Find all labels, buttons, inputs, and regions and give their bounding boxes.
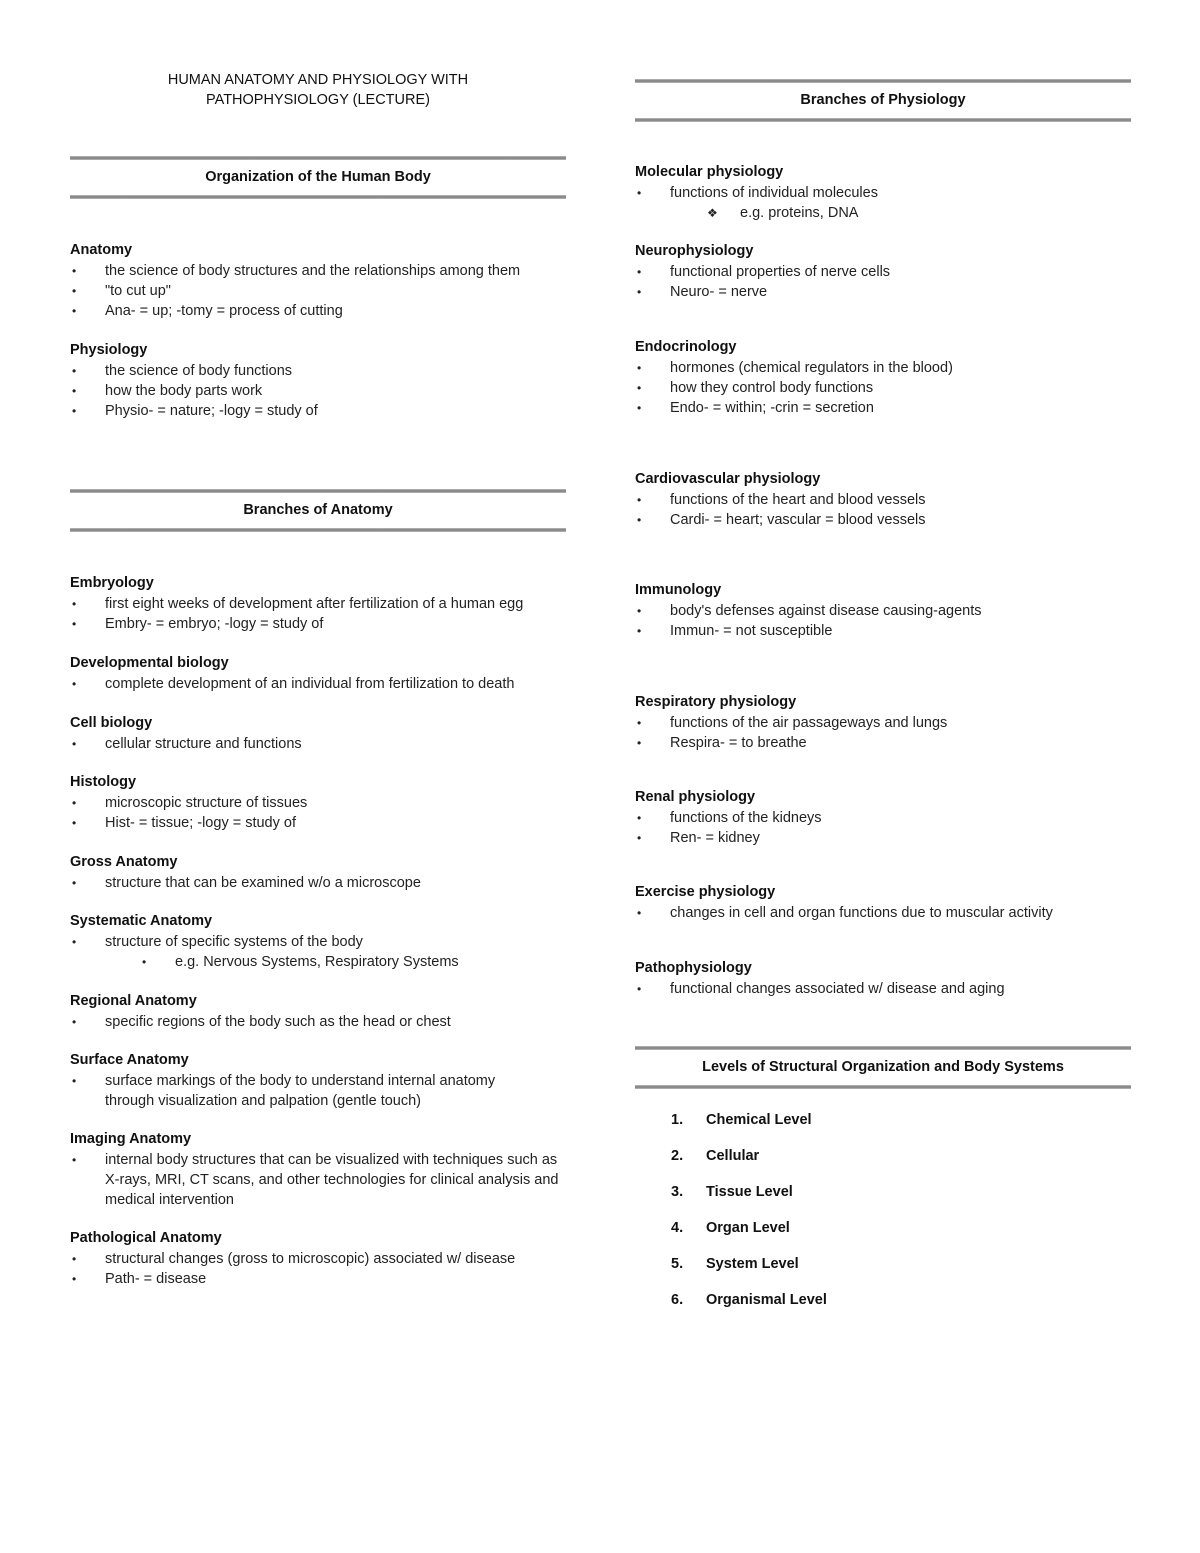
topic-neurophysiology: [635, 242, 1131, 302]
bullet-icon: •: [72, 304, 77, 318]
list-item: • functional changes associated w/ disease and aging: [637, 981, 1005, 997]
divider-bottom: [70, 528, 566, 532]
list-item: • body's defenses against disease causing-agents: [637, 603, 982, 619]
bullet-icon: •: [72, 284, 77, 298]
section-banner-levels: [635, 1046, 1131, 1089]
section-banner-anatomy: [70, 489, 566, 532]
bullet-icon: •: [637, 906, 642, 920]
bullet-icon: •: [637, 831, 642, 845]
list-item: • the science of body functions: [72, 363, 293, 379]
list-item: • internal body structures that can be visualized with techniques such as X-rays, MRI, CT scans, and other technologies for clinical analysis and medical intervention: [72, 1152, 559, 1208]
topic-respiratory-physiology: [635, 693, 1131, 753]
sub-list-item: • e.g. Nervous Systems, Respiratory Systems: [142, 954, 459, 970]
topic-histology: [70, 773, 566, 833]
bullet-icon: •: [72, 876, 77, 890]
section-title: Organization of the Human Body: [205, 169, 431, 185]
bullet-icon: •: [72, 1074, 77, 1088]
level-item: 4. Organ Level: [671, 1220, 790, 1236]
bullet-icon: •: [72, 677, 77, 691]
bullet-icon: •: [72, 617, 77, 631]
topic-endocrinology: [635, 338, 1131, 418]
level-item: 5. System Level: [671, 1256, 799, 1272]
list-item: • first eight weeks of development after fertilization of a human egg: [72, 596, 524, 612]
list-item: • Embry- = embryo; -logy = study of: [72, 616, 324, 632]
topic-systematic-anatomy: [70, 912, 566, 972]
level-item: 3. Tissue Level: [671, 1184, 793, 1200]
bullet-icon: •: [637, 624, 642, 638]
list-item: • Neuro- = nerve: [637, 284, 768, 300]
list-item: • Path- = disease: [72, 1271, 207, 1287]
bullet-icon: •: [72, 1015, 77, 1029]
topic-surface-anatomy: [70, 1051, 566, 1111]
topic-heading: Physiology: [70, 342, 148, 358]
list-item: • Physio- = nature; -logy = study of: [72, 403, 318, 419]
bullet-icon: •: [637, 265, 642, 279]
list-item: • "to cut up": [72, 283, 171, 299]
bullet-icon: •: [72, 796, 77, 810]
list-item: • structure that can be examined w/o a microscope: [72, 875, 421, 891]
list-item: • structure of specific systems of the body: [72, 934, 363, 950]
topic-heading: Respiratory physiology: [635, 694, 797, 710]
bullet-icon: •: [637, 736, 642, 750]
list-item: • functions of the heart and blood vessels: [637, 492, 926, 508]
list-item: • microscopic structure of tissues: [72, 795, 308, 811]
bullet-icon: •: [72, 404, 77, 418]
list-item: • functions of the kidneys: [637, 810, 822, 826]
bullet-icon: •: [637, 811, 642, 825]
list-item: • structural changes (gross to microscopic) associated w/ disease: [72, 1251, 516, 1267]
topic-heading: Pathological Anatomy: [70, 1230, 222, 1246]
bullet-icon: •: [637, 285, 642, 299]
bullet-icon: •: [72, 384, 77, 398]
list-item: • Hist- = tissue; -logy = study of: [72, 815, 296, 831]
list-item: • cellular structure and functions: [72, 736, 302, 752]
topic-exercise-physiology: [635, 883, 1131, 923]
list-item: • functions of individual molecules: [637, 185, 878, 201]
topic-heading: Molecular physiology: [635, 164, 784, 180]
bullet-icon: •: [637, 186, 642, 200]
bullet-icon: •: [72, 364, 77, 378]
list-item: • Ren- = kidney: [637, 830, 760, 846]
bullet-icon: •: [72, 597, 77, 611]
bullet-icon: •: [637, 361, 642, 375]
topic-heading: Exercise physiology: [635, 884, 776, 900]
bullet-icon: •: [72, 1153, 77, 1167]
topic-regional-anatomy: [70, 992, 566, 1032]
bullet-icon: •: [637, 604, 642, 618]
topic-heading: Neurophysiology: [635, 243, 754, 259]
topic-heading: Imaging Anatomy: [70, 1131, 192, 1147]
bullet-icon: •: [637, 982, 642, 996]
list-item: • complete development of an individual from fertilization to death: [72, 676, 515, 692]
topic-gross-anatomy: [70, 853, 566, 893]
list-item: • how the body parts work: [72, 383, 263, 399]
bullet-icon: •: [72, 264, 77, 278]
topic-heading: Embryology: [70, 575, 154, 591]
section-title: Branches of Anatomy: [243, 502, 393, 518]
divider-bottom: [635, 118, 1131, 122]
level-item: 2. Cellular: [671, 1148, 760, 1164]
topic-heading: Cell biology: [70, 715, 153, 731]
level-item: 1. Chemical Level: [671, 1112, 812, 1128]
list-item: • Cardi- = heart; vascular = blood vessels: [637, 512, 926, 528]
topic-heading: Gross Anatomy: [70, 854, 178, 870]
topic-imaging-anatomy: [70, 1130, 566, 1210]
topic-heading: Surface Anatomy: [70, 1052, 189, 1068]
divider-bottom: [635, 1085, 1131, 1089]
bullet-icon: •: [637, 401, 642, 415]
section-banner-organization: [70, 156, 566, 199]
section-title: Levels of Structural Organization and Body Systems: [702, 1059, 1064, 1075]
topic-heading: Immunology: [635, 582, 722, 598]
topic-heading: Anatomy: [70, 242, 133, 258]
levels-list: [635, 1110, 1131, 1326]
bullet-icon: •: [72, 816, 77, 830]
bullet-icon: •: [637, 381, 642, 395]
list-item: • Respira- = to breathe: [637, 735, 807, 751]
bullet-icon: •: [72, 935, 77, 949]
section-banner-physiology: [635, 79, 1131, 122]
bullet-icon: •: [637, 493, 642, 507]
topic-heading: Renal physiology: [635, 789, 756, 805]
list-item: • changes in cell and organ functions due to muscular activity: [637, 905, 1053, 921]
list-item: • Immun- = not susceptible: [637, 623, 833, 639]
topic-anatomy: [70, 241, 566, 321]
topic-pathophysiology: [635, 959, 1131, 999]
bullet-icon: •: [72, 737, 77, 751]
bullet-icon: •: [637, 513, 642, 527]
topic-developmental-biology: [70, 654, 566, 694]
list-item: • hormones (chemical regulators in the blood): [637, 360, 953, 376]
list-item: • specific regions of the body such as the head or chest: [72, 1014, 451, 1030]
topic-renal-physiology: [635, 788, 1131, 848]
list-item: • surface markings of the body to understand internal anatomy through visualization and palpation (gentle touch): [72, 1073, 496, 1109]
bullet-icon: •: [637, 716, 642, 730]
list-item: • Ana- = up; -tomy = process of cutting: [72, 303, 343, 319]
topic-heading: Cardiovascular physiology: [635, 471, 821, 487]
topic-cardiovascular-physiology: [635, 470, 1131, 530]
topic-heading: Pathophysiology: [635, 960, 752, 976]
list-item: • functional properties of nerve cells: [637, 264, 891, 280]
list-item: • functions of the air passageways and lungs: [637, 715, 948, 731]
topic-embryology: [70, 574, 566, 634]
level-item: 6. Organismal Level: [671, 1292, 827, 1308]
topic-molecular-physiology: [635, 163, 1131, 223]
bullet-icon: •: [142, 955, 147, 969]
bullet-icon: •: [72, 1252, 77, 1266]
topic-heading: Endocrinology: [635, 339, 737, 355]
section-title: Branches of Physiology: [800, 92, 966, 108]
title-line-2: PATHOPHYSIOLOGY (LECTURE): [206, 92, 430, 108]
topic-immunology: [635, 581, 1131, 641]
list-item: • Endo- = within; -crin = secretion: [637, 400, 874, 416]
divider-bottom: [70, 195, 566, 199]
sub-list-item: ❖ e.g. proteins, DNA: [707, 205, 859, 221]
title-line-1: HUMAN ANATOMY AND PHYSIOLOGY WITH: [167, 72, 469, 88]
bullet-icon: •: [72, 1272, 77, 1286]
topic-pathological-anatomy: [70, 1229, 566, 1289]
document-title: [70, 70, 566, 110]
diamond-bullet-icon: ❖: [707, 206, 718, 220]
topic-heading: Developmental biology: [70, 655, 229, 671]
topic-cell-biology: [70, 714, 566, 754]
topic-heading: Systematic Anatomy: [70, 913, 213, 929]
topic-heading: Histology: [70, 774, 137, 790]
topic-physiology: [70, 341, 566, 421]
list-item: • the science of body structures and the relationships among them: [72, 263, 521, 279]
topic-heading: Regional Anatomy: [70, 993, 197, 1009]
list-item: • how they control body functions: [637, 380, 874, 396]
